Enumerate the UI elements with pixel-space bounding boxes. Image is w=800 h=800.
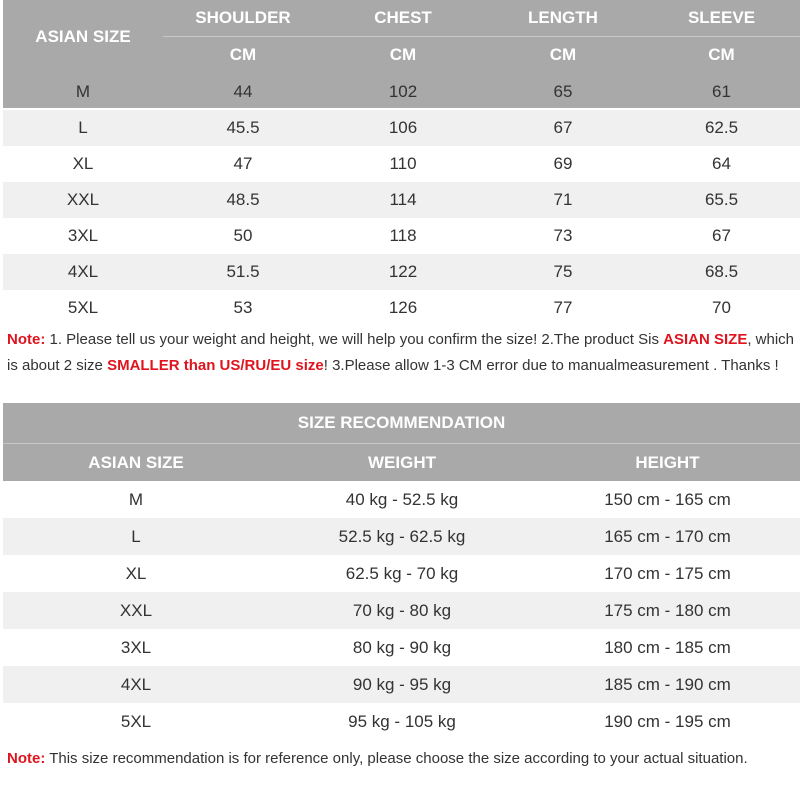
- sleeve-cell: 64: [712, 154, 731, 173]
- table-row: [3, 666, 800, 703]
- height-cell: 180 cm - 185 cm: [604, 638, 731, 657]
- chest-cell: 126: [388, 298, 418, 317]
- height-cell: 170 cm - 175 cm: [604, 564, 731, 583]
- height-cell: 150 cm - 165 cm: [604, 490, 731, 509]
- weight-cell: 70 kg - 80 kg: [352, 601, 452, 620]
- table-row: [3, 703, 800, 740]
- table-row: [3, 592, 800, 629]
- length-header: LENGTH: [528, 8, 598, 27]
- size-cell: 3XL: [67, 226, 99, 245]
- chest-header: CHEST: [374, 8, 432, 27]
- size-cell: 5XL: [67, 298, 99, 317]
- chest-cell: 118: [389, 226, 417, 245]
- length-cell: 67: [553, 118, 573, 137]
- size-cell: 3XL: [120, 638, 152, 657]
- size-cell: XXL: [119, 601, 153, 620]
- size-cell: M: [75, 82, 91, 101]
- size-cell: 4XL: [120, 675, 152, 694]
- size-cell: XL: [125, 564, 147, 583]
- sleeve-header: SLEEVE: [687, 8, 756, 27]
- sleeve-cell: 68.5: [704, 262, 739, 281]
- recommendation-note: [7, 746, 797, 772]
- weight-cell: 40 kg - 52.5 kg: [345, 490, 459, 509]
- table-row: [3, 518, 800, 555]
- note-highlight: SMALLER than US/RU/EU size: [107, 357, 324, 374]
- chest-cell: 102: [388, 82, 418, 101]
- sleeve-cell: 65.5: [704, 190, 739, 209]
- shoulder-cell: 50: [233, 226, 253, 245]
- sleeve-cell: 62.5: [704, 118, 739, 137]
- length-cell: 73: [553, 226, 573, 245]
- chest-cell: 110: [389, 154, 417, 173]
- shoulder-cell: 45.5: [226, 118, 260, 137]
- length-cell: 65: [553, 82, 573, 101]
- sleeve-unit: CM: [708, 45, 735, 64]
- chest-cell: 122: [388, 262, 418, 281]
- height-cell: 175 cm - 180 cm: [604, 601, 731, 620]
- recommendation-header: [3, 403, 800, 481]
- table-row: [3, 629, 800, 666]
- chest-unit: CM: [389, 45, 417, 64]
- length-cell: 75: [553, 262, 573, 281]
- note-text: , which is about 2 size: [7, 331, 795, 374]
- sleeve-cell: 70: [712, 298, 731, 317]
- table-row: [3, 555, 800, 592]
- table-row: [3, 74, 800, 110]
- size-cell: XXL: [66, 190, 100, 209]
- note-text: 1. Please tell us your weight and height, we will help you confirm the size! 2.The product Sis: [45, 331, 664, 348]
- sleeve-cell: 61: [712, 82, 731, 101]
- recommendation-column-headers: [3, 444, 800, 481]
- table-row: [3, 182, 800, 218]
- size-chart-table: [3, 0, 800, 317]
- weight-cell: 90 kg - 95 kg: [352, 675, 452, 694]
- table-row: [3, 110, 800, 146]
- note-text: This size recommendation is for reference only, please choose the size according to your actual situation.: [45, 750, 748, 767]
- weight-header: WEIGHT: [368, 453, 436, 472]
- weight-cell: 62.5 kg - 70 kg: [345, 564, 459, 583]
- shoulder-cell: 47: [233, 154, 253, 173]
- size-cell: L: [78, 118, 88, 137]
- table-row: [3, 146, 800, 182]
- length-cell: 69: [553, 154, 573, 173]
- length-cell: 71: [553, 190, 573, 209]
- asian-size-header: ASIAN SIZE: [35, 27, 131, 46]
- chest-cell: 106: [388, 118, 418, 137]
- height-cell: 165 cm - 170 cm: [604, 527, 731, 546]
- size-cell: 5XL: [120, 712, 152, 731]
- shoulder-cell: 53: [233, 298, 253, 317]
- weight-cell: 80 kg - 90 kg: [352, 638, 452, 657]
- height-cell: 190 cm - 195 cm: [604, 712, 731, 731]
- shoulder-cell: 51.5: [226, 262, 260, 281]
- size-cell: XL: [72, 154, 94, 173]
- table-row: [3, 218, 800, 254]
- table-row: [3, 481, 800, 518]
- size-cell: L: [131, 527, 141, 546]
- size-note: [7, 327, 797, 389]
- length-cell: 77: [553, 298, 573, 317]
- shoulder-header: SHOULDER: [195, 8, 291, 27]
- weight-cell: 95 kg - 105 kg: [348, 712, 456, 731]
- size-cell: 4XL: [67, 262, 99, 281]
- shoulder-unit: CM: [229, 45, 257, 64]
- sleeve-cell: 67: [712, 226, 731, 245]
- height-cell: 185 cm - 190 cm: [604, 675, 731, 694]
- note-text: ! 3.Please allow 1-3 CM error due to manualmeasurement . Thanks !: [323, 357, 779, 374]
- size-recommendation-table: [3, 403, 800, 731]
- shoulder-cell: 48.5: [226, 190, 260, 209]
- recommendation-body: [3, 481, 800, 740]
- note-label: Note:: [7, 331, 46, 348]
- size-chart-body: [3, 74, 800, 326]
- table-row: [3, 290, 800, 326]
- size-cell: M: [128, 490, 144, 509]
- length-unit: CM: [549, 45, 577, 64]
- chest-cell: 114: [389, 190, 417, 209]
- weight-cell: 52.5 kg - 62.5 kg: [338, 527, 466, 546]
- height-header: HEIGHT: [635, 453, 700, 472]
- shoulder-cell: 44: [233, 82, 253, 101]
- asian-size-header: ASIAN SIZE: [88, 453, 184, 472]
- note-highlight: ASIAN SIZE: [663, 331, 748, 348]
- table-row: [3, 254, 800, 290]
- recommendation-title: SIZE RECOMMENDATION: [297, 413, 506, 432]
- note-label: Note:: [7, 750, 46, 767]
